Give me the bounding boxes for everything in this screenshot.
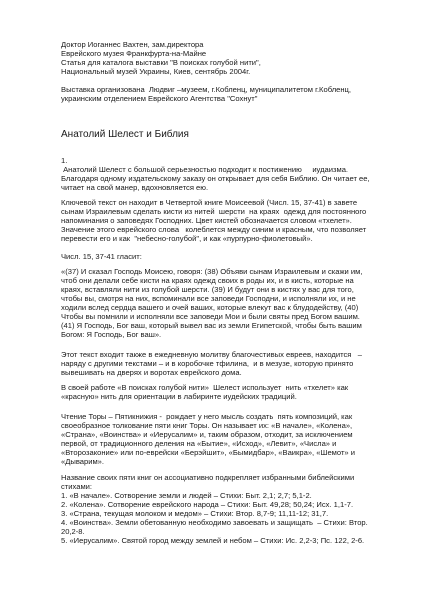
list-item: 5. «Иерусалим». Святой город между землей и небом – Стихи: Ис. 2,2-3; Пс. 122, 2-6. xyxy=(61,536,365,545)
paragraph-line: «Страна», «Воинства» и «Иерусалим» и, таким образом, отходит, за исключением xyxy=(61,430,353,439)
paragraph-torah xyxy=(61,412,373,466)
header-line: Национальный музей Украины, Киев, сентябрь 2004г. xyxy=(61,67,251,76)
exhibition-line: Выставка организована Людвиг –музеем, г.Кобленц, муниципалитетом г.Кобленц, xyxy=(61,85,352,94)
paragraph-line: В своей работе «В поисках голубой нити» Шелест использует нить «тхелет» как xyxy=(61,383,349,392)
paragraph-line: Благодаря одному издательскому заказу он открывает для себя Библию. Он читает ее, xyxy=(61,174,370,183)
paragraph-line: Анатолий Шелест с большой серьезностью подходит к постижению иудаизма. xyxy=(61,165,349,174)
paragraph-line: своеобразное толкование пяти книг Торы. Он называет их: «В начале», «Колена», xyxy=(61,421,353,430)
scripture-quote xyxy=(61,267,373,339)
quote-line: Богом: Я Господь, Бог ваш». xyxy=(61,330,162,339)
list-item: 20,2-8. xyxy=(61,527,85,536)
quote-line: чтобы вы, смотря на них, вспоминали все заповеди Господни, и исполняли их, и не xyxy=(61,294,356,303)
header-line: Еврейского музея Франкфурта-на-Майне xyxy=(61,49,207,58)
quote-line: «(37) И сказал Господь Моисею, говоря: (38) Объяви сынам Израилевым и скажи им, xyxy=(61,267,363,276)
quote-line: (41) Я Господь, Бог ваш, который вывел вас из земли Египетской, чтобы быть вашим xyxy=(61,321,362,330)
paragraph-line: «Дыварим». xyxy=(61,457,105,466)
list-item: 3. «Страна, текущая молоком и медом» – Стихи: Втор. 8,7-9; 11,11-12; 31,7. xyxy=(61,509,329,518)
exhibition-note xyxy=(61,85,373,103)
paragraph-line: стихами: xyxy=(61,482,93,491)
paragraph-line: напоминания о заповедях Господних. Цвет кистей обозначается словом «тхелет». xyxy=(61,216,352,225)
paragraph-line: Чтение Торы – Пятикнижия - рождает у него мысль создать пять композиций, как xyxy=(61,412,353,421)
citation-reference: Числ. 15, 37-41 гласит: xyxy=(61,252,142,261)
paragraph-key-text xyxy=(61,198,373,243)
header-line: Статья для каталога выставки "В поисках голубой нити", xyxy=(61,58,261,67)
article-title: Анатолий Шелест и Библия xyxy=(61,129,189,140)
paragraph-work xyxy=(61,383,373,401)
list-item: 1. «В начале». Сотворение земли и людей – Стихи: Быт. 2,1; 2,7; 5,1-2. xyxy=(61,491,312,500)
paragraph-line: Значение этого еврейского слова колеблется между синим и красным, что позволяет xyxy=(61,225,367,234)
exhibition-line: украинским отделением Еврейского Агентства "Сохнут" xyxy=(61,94,258,103)
quote-line: чтоб они делали себе кисти на краях одежд своих в роды их, и в кисть, которые на xyxy=(61,276,354,285)
quote-line: Чтобы вы помнили и исполняли все заповеди Мои и были святы пред Богом вашим. xyxy=(61,312,360,321)
paragraph-line: наряду с другими текстами – и в коробочке тфилина, и в мезузе, которую принято xyxy=(61,359,354,368)
header-line: Доктор Иоганнес Вахтен, зам.директора xyxy=(61,40,204,49)
paragraph-line: Название своих пяти книг он ассоциативно подкрепляет избранными библейскими xyxy=(61,473,355,482)
paragraph-line: «Второзаконие» или по-еврейски «Берэйшит», «Бымидбар», «Ваикра», «Шемот» и xyxy=(61,448,355,457)
paragraph-line: перевести его и как "небесно-голубой", и как «пурпурно-фиолетовый». xyxy=(61,234,313,243)
paragraph-line: «красную» нить для ориентации в лабиринте иудейских традиций. xyxy=(61,392,297,401)
quote-line: краях, вставляли нити из голубой шерсти. (39) И будут они в кистях у вас для того, xyxy=(61,285,354,294)
paragraph-intro xyxy=(61,165,373,192)
list-item: 2. «Колена». Сотворение еврейского народа – Стихи: Быт. 49,28; 50,24; Исх. 1,1-7. xyxy=(61,500,354,509)
paragraph-line: читает на свой манер, вдохновляется ею. xyxy=(61,183,209,192)
paragraph-prayer xyxy=(61,350,373,377)
paragraph-line: первой, от традиционного деления на «Бытие», «Исход», «Левит», «Числа» и xyxy=(61,439,337,448)
section-number: 1. xyxy=(61,156,68,165)
quote-line: ходили вслед сердца вашего и очей ваших, которые влекут вас к блудодейству, (40) xyxy=(61,303,359,312)
list-item: 4. «Воинства». Земли обетованную необходимо завоевать и защищать – Стихи: Втор. xyxy=(61,518,368,527)
verses-list xyxy=(61,491,373,545)
paragraph-line: вывешивать на дверях и воротах еврейского дома. xyxy=(61,368,242,377)
paragraph-line: сынам Израилевым сделать кисти из нитей шерсти на краях одежд для постоянного xyxy=(61,207,367,216)
author-header xyxy=(61,40,373,76)
paragraph-line: Ключевой текст он находит в Четвертой книге Моисеевой (Числ. 15, 37-41) в завете xyxy=(61,198,358,207)
paragraph-verses-intro xyxy=(61,473,373,491)
paragraph-line: Этот текст входит также в ежедневную молитву благочестивых евреев, находится – xyxy=(61,350,362,359)
